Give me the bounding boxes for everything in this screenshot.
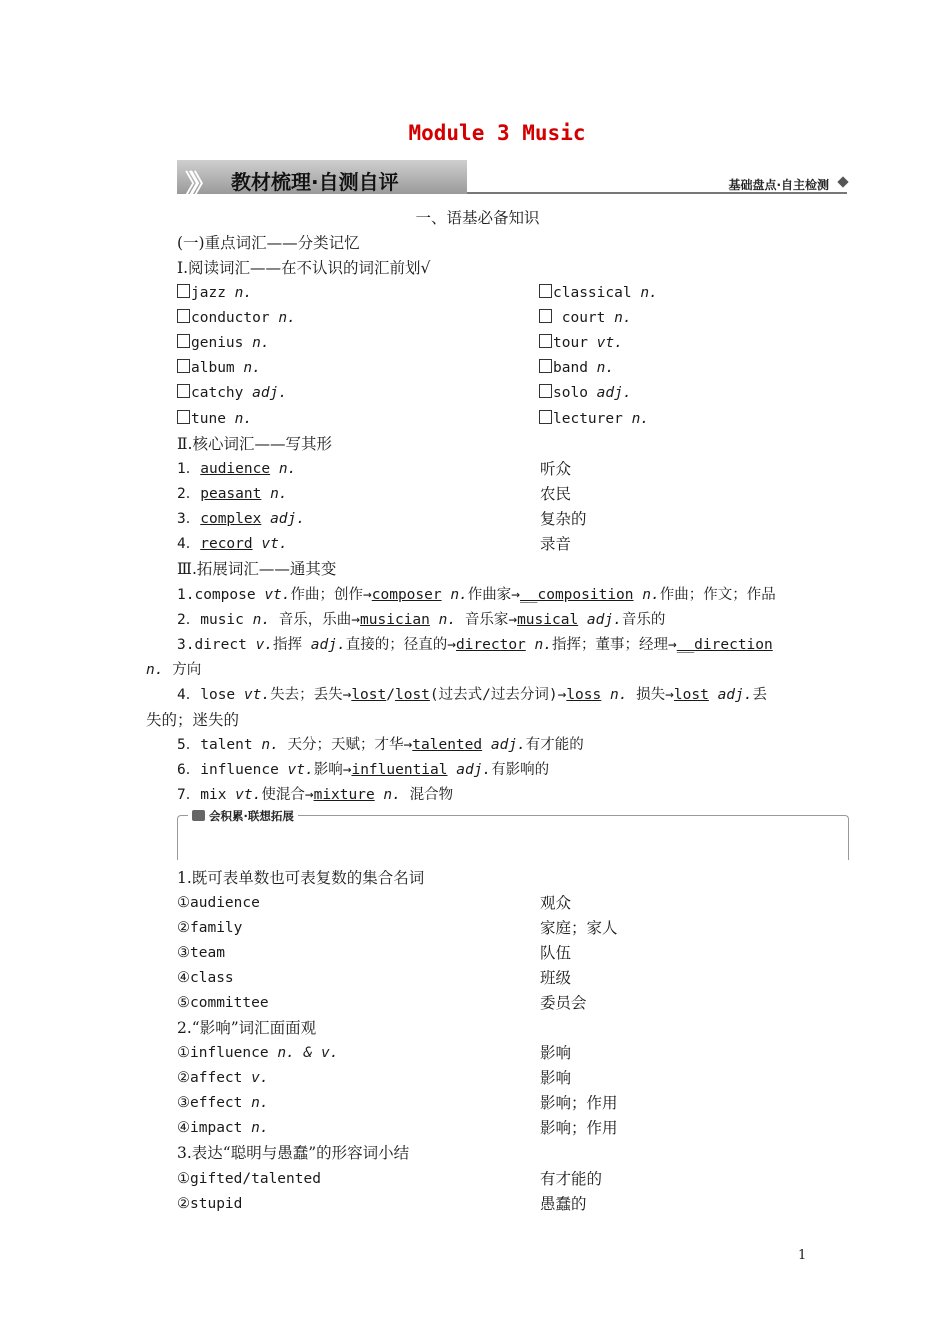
- collective-meaning: 观众: [540, 894, 572, 912]
- checkbox-icon[interactable]: [539, 410, 552, 424]
- checkbox-icon[interactable]: [539, 284, 552, 298]
- extended-heading: Ⅲ.拓展词汇——通其变: [177, 560, 337, 578]
- checkbox-icon[interactable]: [177, 334, 190, 348]
- core-item: 3．complex adj.: [177, 511, 305, 527]
- page-number: 1: [798, 1248, 807, 1263]
- influence-item: ①influence n. & v.: [177, 1045, 339, 1061]
- extended-line: 4．lose vt.失去；丢失→lost/lost(过去式/过去分词)→loss n. 损失→lost adj.丢: [177, 687, 767, 703]
- extended-line: 3.direct v.指挥 adj.直接的；径直的→director n.指挥；董事；经理→__direction: [177, 637, 773, 653]
- checkbox-icon[interactable]: [177, 309, 190, 323]
- reading-item: tune n.: [177, 408, 252, 430]
- smart-item: ②stupid: [177, 1196, 243, 1212]
- smart-heading: 3.表达“聪明与愚蠢”的形容词小结: [177, 1144, 410, 1162]
- checkbox-icon[interactable]: [177, 359, 190, 373]
- influence-heading: 2.“影响”词汇面面观: [177, 1019, 317, 1037]
- collective-meaning: 班级: [540, 969, 572, 987]
- extended-line: 2．music n. 音乐，乐曲→musician n. 音乐家→musical adj.音乐的: [177, 612, 666, 628]
- checkbox-icon[interactable]: [539, 334, 552, 348]
- collective-meaning: 队伍: [540, 944, 572, 962]
- reading-item: court n.: [539, 307, 632, 329]
- influence-meaning: 影响: [540, 1069, 572, 1087]
- reading-item: classical n.: [539, 282, 658, 304]
- reading-item: genius n.: [177, 332, 270, 354]
- reading-item: lecturer n.: [539, 408, 649, 430]
- document-title: Module 3 Music: [408, 121, 586, 145]
- note-box-title: 会积累·联想拓展: [188, 808, 298, 824]
- section-banner: [177, 158, 847, 200]
- collective-meaning: 委员会: [540, 994, 587, 1012]
- influence-item: ③effect n.: [177, 1095, 269, 1111]
- influence-meaning: 影响: [540, 1044, 572, 1062]
- reading-heading: Ⅰ.阅读词汇——在不认识的词汇前划√: [177, 259, 431, 277]
- extended-line: 6．influence vt.影响→influential adj.有影响的: [177, 762, 550, 778]
- influence-item: ②affect v.: [177, 1070, 269, 1086]
- extended-line: 1.compose vt.作曲；创作→composer n.作曲家→__composition n.作曲；作文；作品: [177, 587, 776, 603]
- core-meaning: 录音: [540, 535, 572, 553]
- reading-item: catchy adj.: [177, 382, 287, 404]
- extended-line: 7．mix vt.使混合→mixture n. 混合物: [177, 787, 454, 803]
- reading-item: conductor n.: [177, 307, 296, 329]
- checkbox-icon[interactable]: [539, 384, 552, 398]
- reading-item: album n.: [177, 357, 261, 379]
- reading-item: tour vt.: [539, 332, 623, 354]
- collective-item: ④class: [177, 970, 234, 986]
- checkbox-icon[interactable]: [177, 410, 190, 424]
- checkbox-icon[interactable]: [177, 284, 190, 298]
- chevron-icon: 》》: [185, 170, 209, 200]
- reading-item: band n.: [539, 357, 614, 379]
- reading-item: jazz n.: [177, 282, 252, 304]
- collective-heading: 1.既可表单数也可表复数的集合名词: [177, 869, 425, 887]
- core-meaning: 农民: [540, 485, 572, 503]
- banner-subtitle: 基础盘点·自主检测: [728, 178, 829, 192]
- collective-meaning: 家庭；家人: [540, 919, 618, 937]
- extended-line: 失的；迷失的: [146, 711, 240, 729]
- core-item: 1．audience n.: [177, 461, 297, 477]
- core-item: 2．peasant n.: [177, 486, 288, 502]
- collective-item: ①audience: [177, 895, 260, 911]
- core-heading: Ⅱ.核心词汇——写其形: [177, 435, 332, 453]
- influence-meaning: 影响；作用: [540, 1094, 618, 1112]
- banner-title: 教材梳理·自测自评: [231, 170, 399, 194]
- checkbox-icon[interactable]: [539, 309, 552, 323]
- extended-line: n. 方向: [146, 662, 202, 678]
- note-box: [177, 809, 849, 860]
- collective-item: ③team: [177, 945, 225, 961]
- note-icon: [192, 810, 205, 821]
- collective-item: ②family: [177, 920, 243, 936]
- diamond-icon: [837, 176, 848, 187]
- smart-meaning: 有才能的: [540, 1170, 603, 1188]
- collective-item: ⑤committee: [177, 995, 269, 1011]
- core-meaning: 复杂的: [540, 510, 587, 528]
- influence-item: ④impact n.: [177, 1120, 269, 1136]
- banner-tab: [177, 160, 467, 200]
- checkbox-icon[interactable]: [177, 384, 190, 398]
- smart-item: ①gifted/talented: [177, 1171, 321, 1187]
- core-item: 4．record vt.: [177, 536, 288, 552]
- reading-item: solo adj.: [539, 382, 632, 404]
- part-heading: (一)重点词汇——分类记忆: [177, 234, 360, 252]
- checkbox-icon[interactable]: [539, 359, 552, 373]
- influence-meaning: 影响；作用: [540, 1119, 618, 1137]
- section-heading: 一、语基必备知识: [415, 209, 540, 227]
- extended-line: 5．talent n. 天分；天赋；才华→talented adj.有才能的: [177, 737, 584, 753]
- smart-meaning: 愚蠢的: [540, 1195, 587, 1213]
- core-meaning: 听众: [540, 460, 572, 478]
